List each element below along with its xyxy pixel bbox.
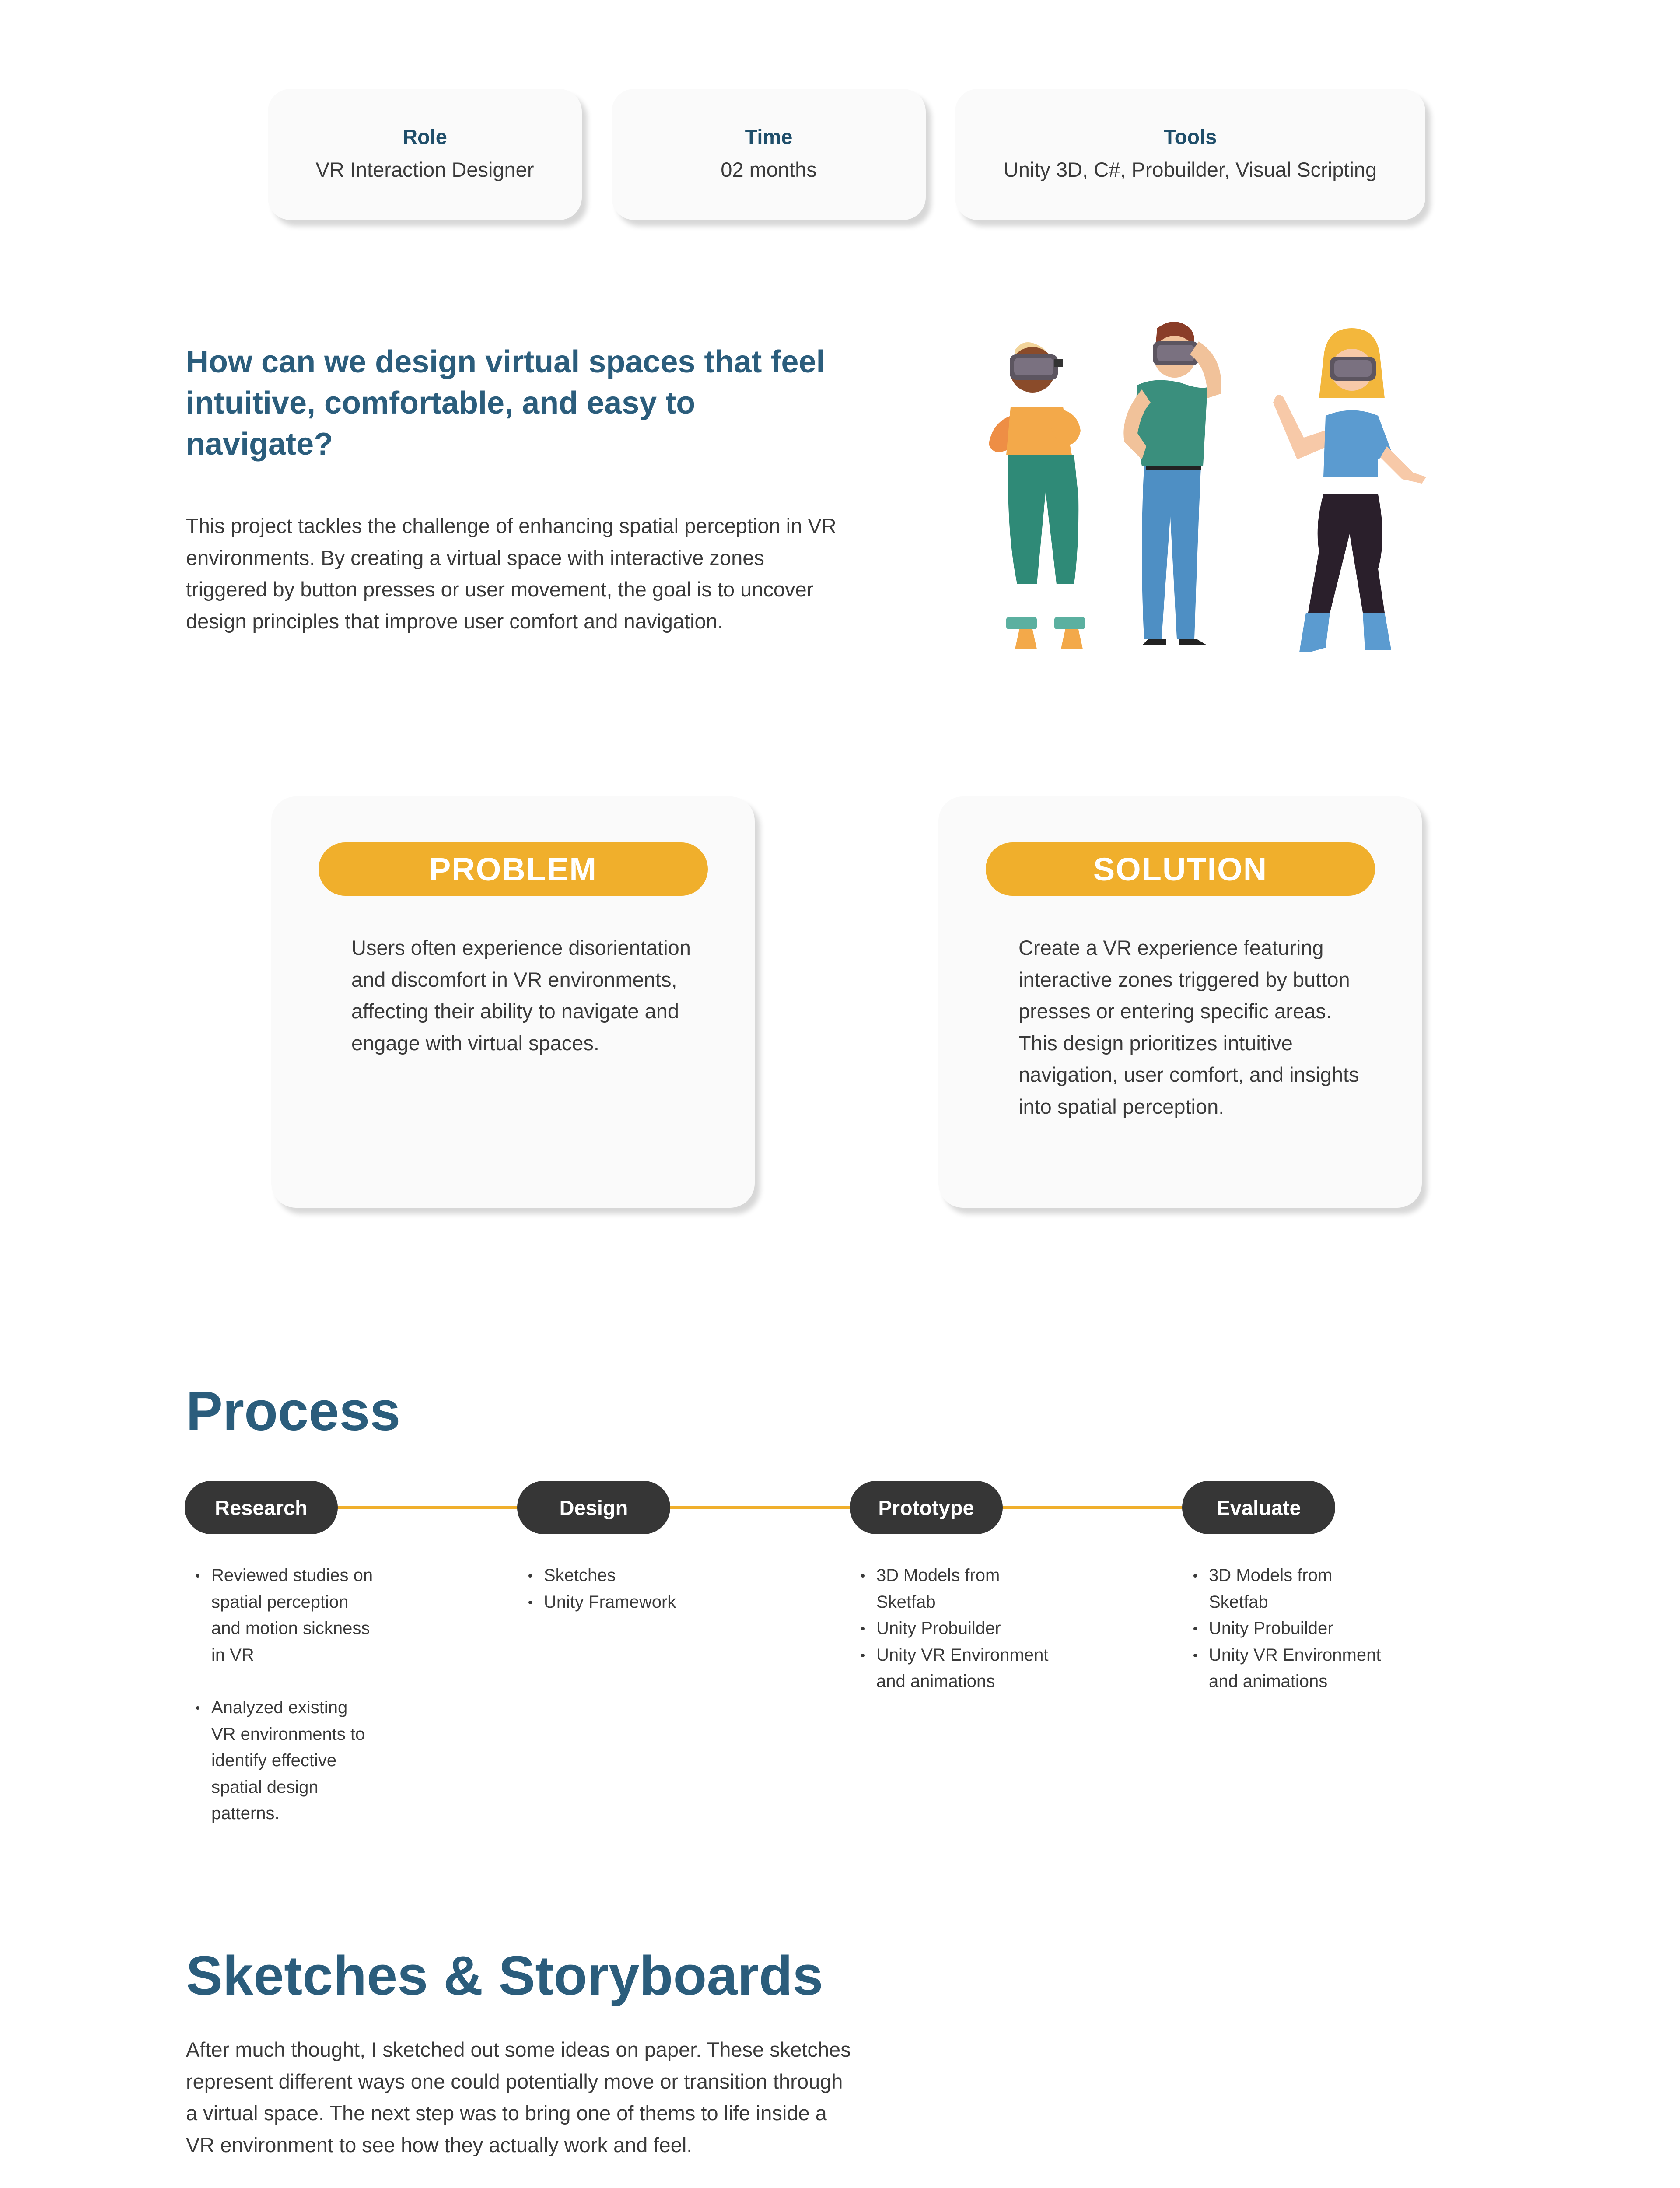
info-value: 02 months xyxy=(721,158,817,181)
sketches-title: Sketches & Storyboards xyxy=(186,1945,823,2006)
step-prototype: Prototype xyxy=(850,1481,1003,1534)
vr-people-illustration xyxy=(954,315,1461,674)
info-value: Unity 3D, C#, Probuilder, Visual Scripting xyxy=(1003,158,1377,181)
list-item: Unity Framework xyxy=(527,1589,732,1616)
list-item: Unity VR Environment and animations xyxy=(1192,1642,1397,1695)
list-item: Reviewed studies on spatial perception and motion sickness in VR xyxy=(194,1562,400,1668)
info-card-role xyxy=(268,89,582,220)
sketches-body: After much thought, I sketched out some ideas on paper. These sketches represent different ways one could potentially move or transition through a virtual space. The next step was to bring one of thems to life inside a VR environment to see how they actually work and feel. xyxy=(186,2038,851,2156)
person-one xyxy=(989,342,1085,649)
evaluate-list xyxy=(1192,1562,1397,1695)
intro-body: This project tackles the challenge of enhancing spatial perception in VR environments. By creating a virtual space with interactive zones triggered by button presses or user movement, the goal is to uncover design principles that improve user comfort and navigation. xyxy=(186,514,836,633)
problem-text: Users often experience disorientation and discomfort in VR environments, affecting their ability to navigate and engage with virtual spaces. xyxy=(351,936,691,1055)
list-item: Unity Probuilder xyxy=(1192,1615,1397,1642)
info-card-tools xyxy=(955,89,1425,220)
list-item: Sketches xyxy=(527,1562,732,1589)
info-value: VR Interaction Designer xyxy=(315,158,534,181)
info-label: Role xyxy=(402,125,447,148)
prototype-list xyxy=(859,1562,1065,1695)
problem-card xyxy=(271,796,755,1208)
person-two xyxy=(1124,322,1221,645)
info-card-time xyxy=(612,89,926,220)
list-item: Unity VR Environment and animations xyxy=(859,1642,1065,1695)
solution-text: Create a VR experience featuring interactive zones triggered by button presses or entering specific areas. This design prioritizes intuitive navigation, user comfort, and insights into spatial perception. xyxy=(1018,936,1359,1118)
person-three xyxy=(1273,328,1426,652)
list-item: 3D Models from Sketfab xyxy=(859,1562,1065,1615)
info-label: Tools xyxy=(1163,125,1217,148)
step-evaluate: Evaluate xyxy=(1182,1481,1335,1534)
info-label: Time xyxy=(745,125,793,148)
problem-label: PROBLEM xyxy=(318,842,708,896)
list-item: Analyzed existing VR environments to identify effective spatial design patterns. xyxy=(194,1694,400,1827)
process-timeline xyxy=(306,1506,1295,1509)
design-list xyxy=(527,1562,732,1615)
solution-card xyxy=(938,796,1422,1208)
list-item: 3D Models from Sketfab xyxy=(1192,1562,1397,1615)
step-design: Design xyxy=(517,1481,670,1534)
intro-heading: How can we design virtual spaces that feel intuitive, comfortable, and easy to navigate? xyxy=(186,344,825,462)
research-list xyxy=(194,1562,400,1827)
list-item: Unity Probuilder xyxy=(859,1615,1065,1642)
process-title: Process xyxy=(186,1380,401,1442)
step-research: Research xyxy=(185,1481,338,1534)
solution-label: SOLUTION xyxy=(986,842,1375,896)
